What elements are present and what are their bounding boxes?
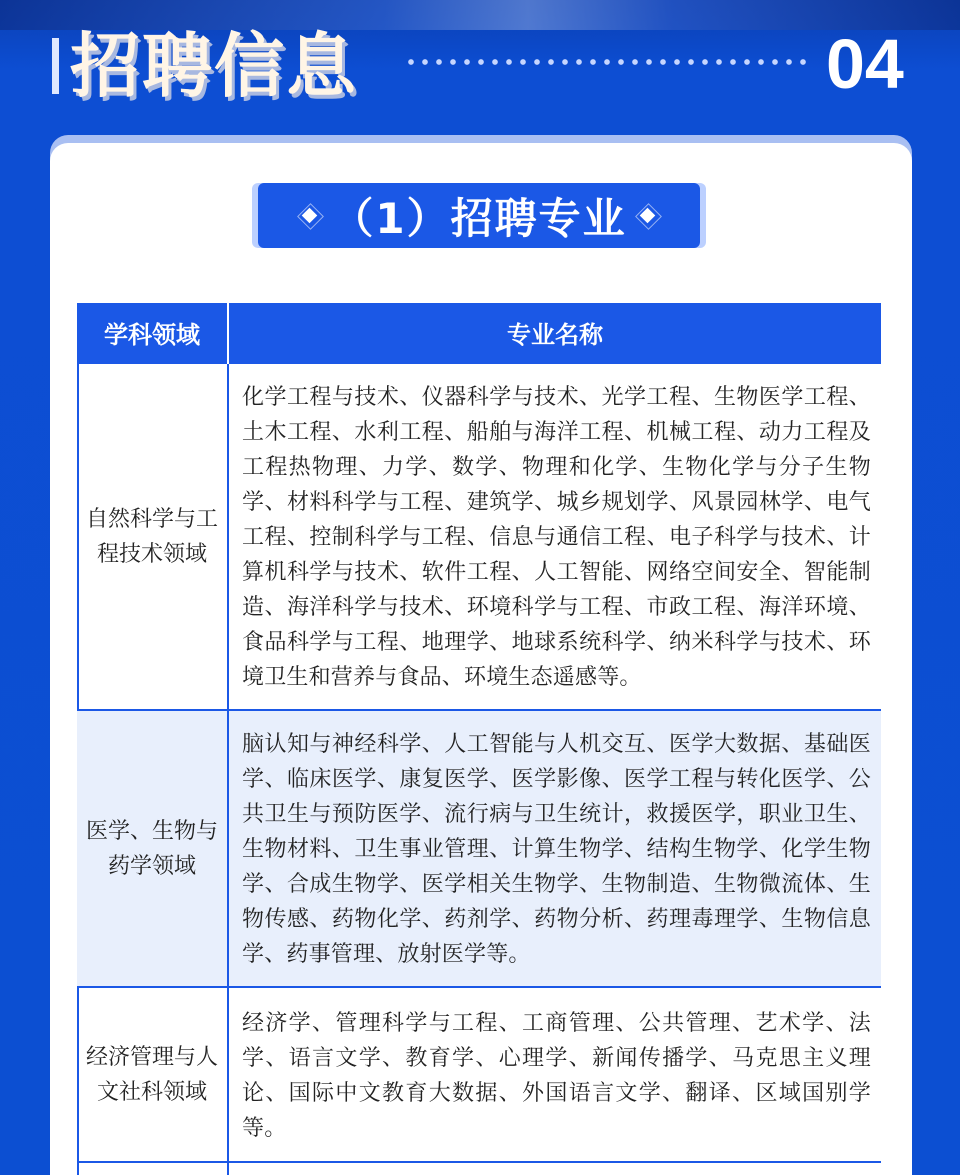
- majors-cell: 脑认知与神经科学、人工智能与人机交互、医学大数据、基础医学、临床医学、康复医学、医学影像、医学工程与转化医学、公共卫生与预防医学、流行病与卫生统计，救援医学，职业卫生、生物材料、卫生事业管理、计算生物学、结构生物学、化学生物学、合成生物学、医学相关生物学、生物制造、生物微流体、生物传感、药物化学、药剂学、药物分析、药理毒理学、生物信息学、药事管理、放射医学等。: [228, 710, 881, 987]
- table-row: [77, 363, 881, 710]
- field-cell: 自然科学与工程技术领域: [77, 363, 228, 710]
- diamond-left-icon: [299, 205, 321, 227]
- field-cell: 医学、生物与药学领域: [77, 710, 228, 987]
- table-row-partial: [77, 1162, 881, 1175]
- column-header-majors: 专业名称: [228, 303, 881, 363]
- table-header-row: [77, 303, 881, 363]
- page-header: [0, 0, 960, 130]
- column-header-field: 学科领域: [77, 303, 228, 363]
- page-number: 04: [826, 25, 904, 103]
- title-accent-bar: [52, 38, 59, 94]
- field-cell-empty: [77, 1162, 228, 1175]
- page-title: 招聘信息: [70, 25, 358, 107]
- dotted-divider: [404, 57, 814, 67]
- diamond-right-icon: [637, 205, 659, 227]
- majors-cell: 经济学、管理科学与工程、工商管理、公共管理、艺术学、法学、语言文学、教育学、心理学、新闻传播学、马克思主义理论、国际中文教育大数据、外国语言文学、翻译、区域国别学等。: [228, 987, 881, 1162]
- section-title-wrapper: [258, 183, 700, 248]
- section-title: （1）招聘专业: [331, 193, 627, 243]
- majors-cell-empty: [228, 1162, 881, 1175]
- majors-cell: 化学工程与技术、仪器科学与技术、光学工程、生物医学工程、土木工程、水利工程、船舶与海洋工程、机械工程、动力工程及工程热物理、力学、数学、物理和化学、生物化学与分子生物学、材料科学与工程、建筑学、城乡规划学、风景园林学、电气工程、控制科学与工程、信息与通信工程、电子科学与技术、计算机科学与技术、软件工程、人工智能、网络空间安全、智能制造、海洋科学与技术、环境科学与工程、市政工程、海洋环境、食品科学与工程、地理学、地球系统科学、纳米科学与技术、环境卫生和营养与食品、环境生态遥感等。: [228, 363, 881, 710]
- table-row: [77, 710, 881, 987]
- majors-table: [77, 303, 881, 1175]
- table-row: [77, 987, 881, 1162]
- field-cell: 经济管理与人文社科领域: [77, 987, 228, 1162]
